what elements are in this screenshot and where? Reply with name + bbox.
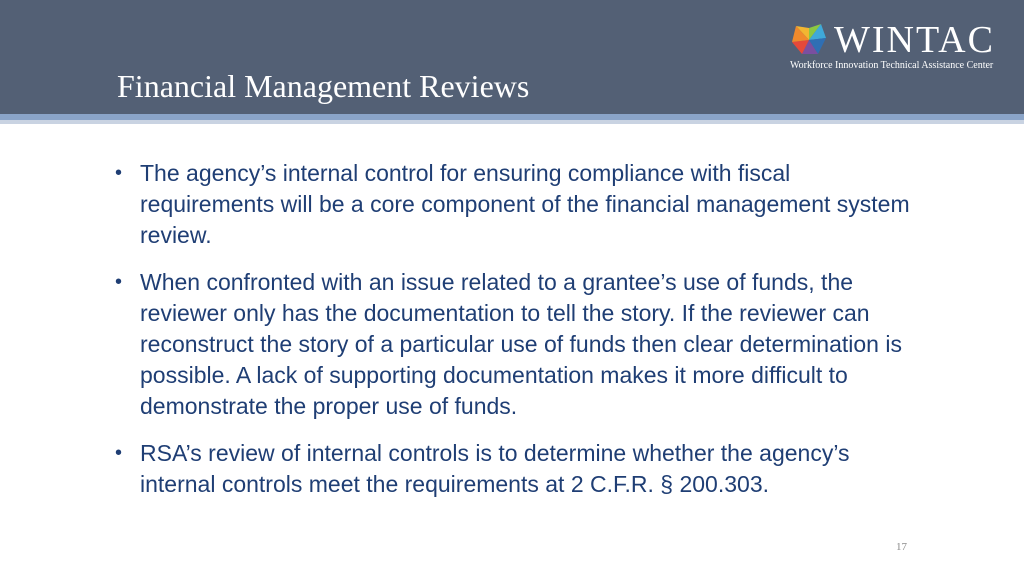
bullet-text: The agency’s internal control for ensuring compliance with fiscal requirements will be a core component of the financial management system review.: [140, 160, 910, 248]
bullet-list: [113, 158, 913, 500]
bullet-item: [113, 267, 913, 422]
page-number: 17: [896, 541, 907, 553]
logo-tagline: Workforce Innovation Technical Assistance Center: [790, 60, 994, 71]
wintac-logo: [788, 20, 1018, 76]
bullet-item: [113, 438, 913, 500]
bullet-text: RSA’s review of internal controls is to determine whether the agency’s internal controls meet the requirements at 2 C.F.R. § 200.303.: [140, 440, 850, 497]
slide-body: [113, 158, 913, 516]
logo-name: WINTAC: [834, 19, 995, 61]
slide-title: Financial Management Reviews: [117, 68, 530, 104]
bullet-icon: •: [115, 271, 123, 293]
bullet-icon: •: [115, 442, 123, 464]
bullet-icon: •: [115, 162, 123, 184]
pinwheel-logo-icon: [788, 22, 830, 58]
header-divider-light: [0, 120, 1024, 124]
bullet-item: [113, 158, 913, 251]
bullet-text: When confronted with an issue related to a grantee’s use of funds, the reviewer only has the documentation to tell the story. If the reviewer can reconstruct the story of a particular use of funds then clear determination is possible. A lack of supporting documentation makes it more difficult to demonstrate the proper use of funds.: [140, 269, 902, 419]
